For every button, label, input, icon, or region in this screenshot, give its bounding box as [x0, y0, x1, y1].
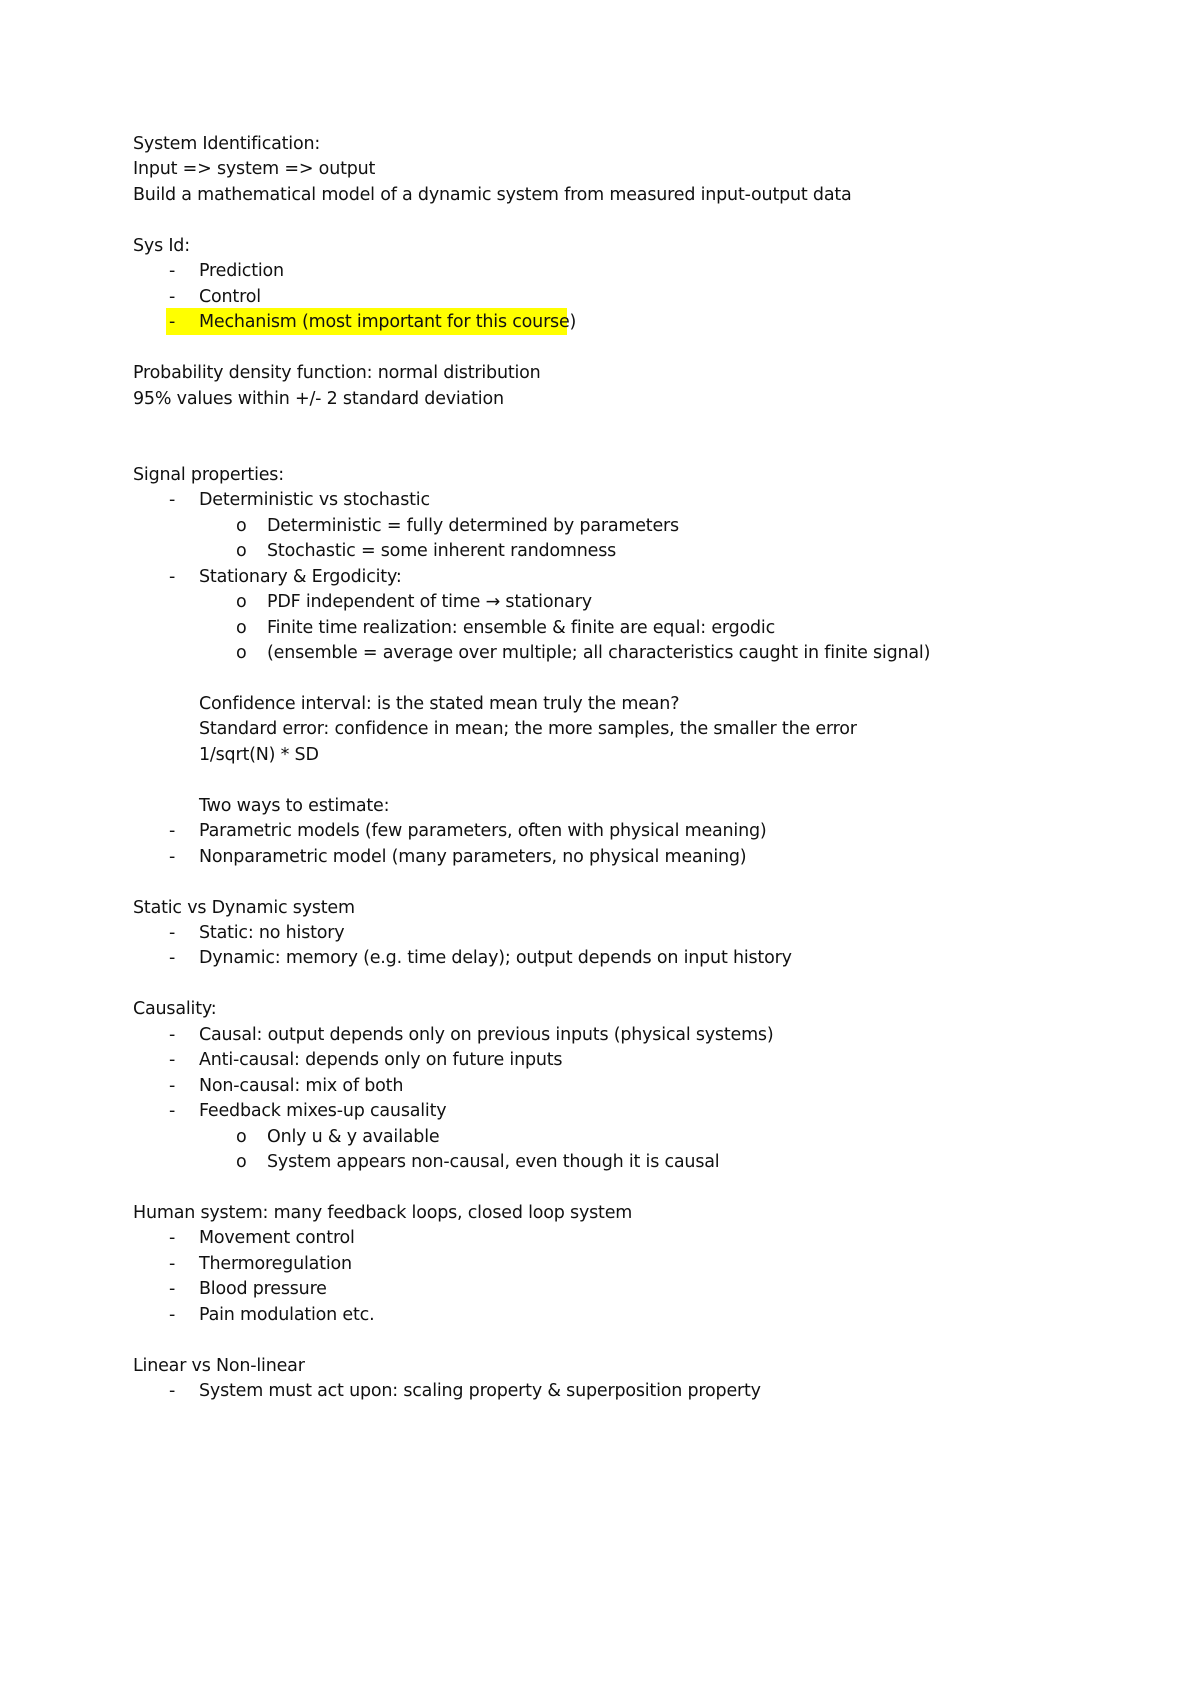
bullet-dash-marker: -: [169, 286, 176, 307]
bullet-dash-marker: -: [169, 821, 176, 842]
bullet-dash-marker: -: [169, 1279, 176, 1300]
sub-bullet-item: System appears non-causal, even though it is causal: [267, 1152, 720, 1172]
doc-line: System Identification:: [133, 134, 321, 154]
bullet-dash-marker: -: [169, 490, 176, 511]
bullet-item: Causal: output depends only on previous inputs (physical systems): [199, 1024, 774, 1045]
bullet-dash-marker: -: [169, 846, 176, 867]
bullet-dash-marker: -: [169, 1253, 176, 1274]
doc-line: Sys Id:: [133, 235, 190, 256]
bullet-dash-marker: -: [169, 1101, 176, 1122]
bullet-dash-marker: -: [169, 1024, 176, 1045]
doc-line: Causality:: [133, 999, 217, 1020]
doc-line: Build a mathematical model of a dynamic system from measured input-output data: [133, 184, 852, 205]
bullet-dash-marker: -: [169, 261, 176, 282]
bullet-item: Confidence interval: is the stated mean truly the mean?: [199, 693, 680, 714]
bullet-item: Dynamic: memory (e.g. time delay); output depends on input history: [199, 948, 792, 969]
bullet-item: Standard error: confidence in mean; the more samples, the smaller the error: [199, 719, 857, 740]
sub-bullet-marker: o: [236, 1152, 247, 1172]
bullet-item: Pain modulation etc.: [199, 1304, 375, 1325]
doc-line: Human system: many feedback loops, closed loop system: [133, 1202, 633, 1223]
bullet-item: Anti-causal: depends only on future inputs: [199, 1050, 563, 1071]
bullet-dash-marker: -: [169, 948, 176, 969]
doc-line: Static vs Dynamic system: [133, 897, 355, 918]
bullet-dash-marker: -: [169, 1304, 176, 1325]
bullet-item: 1/sqrt(N) * SD: [199, 744, 319, 765]
bullet-dash-marker: -: [169, 312, 176, 333]
bullet-item: Two ways to estimate:: [199, 795, 390, 816]
bullet-item: Static: no history: [199, 922, 345, 943]
bullet-item: Stationary & Ergodicity:: [199, 566, 402, 587]
bullet-item: Mechanism (most important for this course): [199, 312, 577, 333]
doc-line: Input => system => output: [133, 159, 376, 180]
doc-line: Probability density function: normal distribution: [133, 363, 541, 384]
sub-bullet-item: Stochastic = some inherent randomness: [267, 541, 617, 562]
bullet-dash-marker: -: [169, 922, 176, 943]
bullet-item: Nonparametric model (many parameters, no physical meaning): [199, 846, 747, 867]
sub-bullet-item: PDF independent of time → stationary: [267, 592, 592, 613]
sub-bullet-item: Deterministic = fully determined by parameters: [267, 515, 679, 536]
sub-bullet-marker: o: [236, 541, 247, 562]
bullet-item: Control: [199, 286, 261, 307]
bullet-item: Non-causal: mix of both: [199, 1075, 404, 1096]
sub-bullet-marker: o: [236, 1126, 247, 1147]
bullet-item: Thermoregulation: [199, 1253, 352, 1274]
sub-bullet-marker: o: [236, 592, 247, 613]
sub-bullet-marker: o: [236, 617, 247, 638]
bullet-item: Parametric models (few parameters, often with physical meaning): [199, 821, 767, 842]
bullet-item: Movement control: [199, 1228, 355, 1249]
bullet-dash-marker: -: [169, 1050, 176, 1071]
doc-line: Linear vs Non-linear: [133, 1355, 305, 1376]
bullet-dash-marker: -: [169, 566, 176, 587]
sub-bullet-item: Only u & y available: [267, 1126, 440, 1147]
doc-line: Signal properties:: [133, 464, 284, 485]
sub-bullet-item: (ensemble = average over multiple; all characteristics caught in finite signal): [267, 643, 931, 663]
bullet-item: Deterministic vs stochastic: [199, 490, 430, 511]
bullet-item: Feedback mixes-up causality: [199, 1101, 447, 1122]
bullet-item: Blood pressure: [199, 1279, 327, 1300]
sub-bullet-marker: o: [236, 515, 247, 536]
sub-bullet-marker: o: [236, 643, 247, 663]
bullet-item: System must act upon: scaling property & superposition property: [199, 1381, 761, 1402]
bullet-dash-marker: -: [169, 1228, 176, 1249]
doc-line: 95% values within +/- 2 standard deviation: [133, 388, 504, 409]
bullet-dash-marker: -: [169, 1381, 176, 1402]
sub-bullet-item: Finite time realization: ensemble & finite are equal: ergodic: [267, 617, 776, 638]
bullet-dash-marker: -: [169, 1075, 176, 1096]
bullet-item: Prediction: [199, 261, 284, 282]
